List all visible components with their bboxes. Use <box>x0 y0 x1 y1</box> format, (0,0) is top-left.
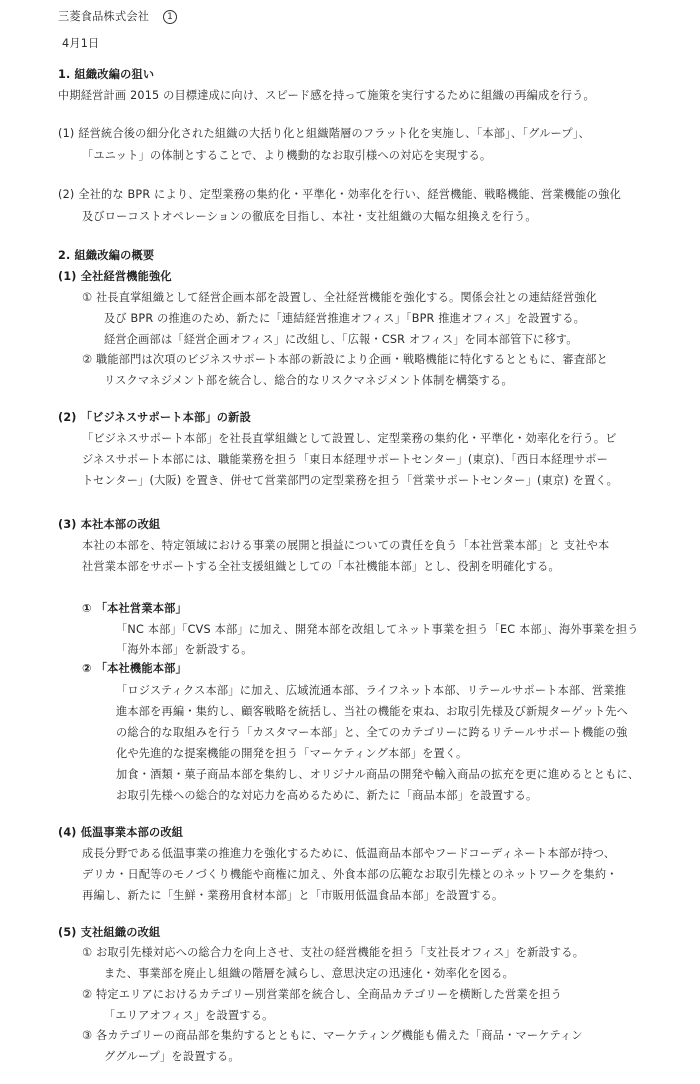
circled-number-mark: 1 <box>163 10 177 24</box>
document-date: 4月1日 <box>62 37 100 50</box>
text-line: 社営業本部をサポートする全社支援組織としての「本社機能本部」とし、役割を明確化する。 <box>82 560 560 573</box>
text-line: 「海外本部」を新設する。 <box>116 643 253 656</box>
section-heading: ② 「本社機能本部」 <box>82 662 187 675</box>
text-line: 再編し、新たに「生鮮・業務用食材本部」と「市販用低温食品本部」を設置する。 <box>82 889 504 902</box>
text-line: 進本部を再編・集約し、顧客戦略を統括し、当社の機能を束ね、お取引先様及び新規ターゲット先へ <box>116 705 628 718</box>
text-line: 「ロジスティクス本部」に加え、広域流通本部、ライフネット本部、リテールサポート本部、営業推 <box>116 684 626 697</box>
section-heading: (2) 「ビジネスサポート本部」の新設 <box>58 411 251 424</box>
text-line: リスクマネジメント部を統合し、総合的なリスクマネジメント体制を構築する。 <box>104 374 513 387</box>
section-heading: (5) 支社組織の改組 <box>58 926 161 939</box>
text-line: 中期経営計画 2015 の目標達成に向け、スピード感を持って施策を実行するために組織の再編成を行う。 <box>58 89 595 102</box>
text-line: ② 職能部門は次項のビジネスサポート本部の新設により企画・戦略機能に特化するとともに、審査部と <box>82 353 608 366</box>
text-line: 及び BPR の推進のため、新たに「連結経営推進オフィス」「BPR 推進オフィス」を設置する。 <box>104 312 586 325</box>
section-heading: 1. 組織改編の狙い <box>58 68 155 81</box>
text-line: 加食・酒類・菓子商品本部を集約し、オリジナル商品の開発や輸入商品の拡充を更に進めるとともに、 <box>116 768 640 781</box>
text-line: お取引先様への総合的な対応力を高めるために、新たに「商品本部」を設置する。 <box>116 789 538 802</box>
text-line: 化や先進的な提案機能の開発を担う「マーケティング本部」を置く。 <box>116 747 468 760</box>
text-line: ① お取引先様対応への総合力を向上させ、支社の経営機能を担う「支社長オフィス」を新設する。 <box>82 946 585 959</box>
text-line: 「ユニット」の体制とすることで、より機動的なお取引様への対応を実現する。 <box>82 149 492 162</box>
text-line: (1) 経営統合後の細分化された組織の大括り化と組織階層のフラット化を実施し、「本部」、「グループ」、 <box>58 127 590 140</box>
text-line: デリカ・日配等のモノづくり機能や商権に加え、外食本部の広範なお取引先様とのネットワークを集約・ <box>82 868 618 881</box>
section-heading: 2. 組織改編の概要 <box>58 249 155 262</box>
text-line: 成長分野である低温事業の推進力を強化するために、低温商品本部やフードコーディネート本部が持つ、 <box>82 847 616 860</box>
company-name: 三菱食品株式会社 <box>58 10 150 23</box>
text-line: 「NC 本部」「CVS 本部」に加え、開発本部を改組してネット事業を担う「EC 本部」、海外事業を担う <box>116 623 639 636</box>
text-line: また、事業部を廃止し組織の階層を減らし、意思決定の迅速化・効率化を図る。 <box>104 967 514 980</box>
text-line: 「ビジネスサポート本部」を社長直掌組織として設置し、定型業務の集約化・平準化・効率化を行う。ビ <box>82 432 617 445</box>
section-heading: (4) 低温事業本部の改組 <box>58 826 184 839</box>
section-heading: ① 「本社営業本部」 <box>82 602 187 615</box>
company-header <box>58 9 177 25</box>
text-line: トセンター」(大阪) を置き、併せて営業部門の定型業務を担う「営業サポートセンター」(東京) を置く。 <box>82 474 618 487</box>
text-line: ② 特定エリアにおけるカテゴリー別営業部を統合し、全商品カテゴリーを横断した営業を担う <box>82 988 562 1001</box>
text-line: 経営企画部は「経営企画オフィス」に改組し、「広報・CSR オフィス」を同本部管下に移す。 <box>104 333 578 346</box>
text-line: (2) 全社的な BPR により、定型業務の集約化・平準化・効率化を行い、経営機能、戦略機能、営業機能の強化 <box>58 188 621 201</box>
text-line: ① 社長直掌組織として経営企画本部を設置し、全社経営機能を強化する。関係会社との連結経営強化 <box>82 291 598 304</box>
text-line: の総合的な取組みを行う「カスタマー本部」と、全てのカテゴリーに跨るリテールサポート機能の強 <box>116 726 628 739</box>
section-heading: (3) 本社本部の改組 <box>58 518 161 531</box>
text-line: 「エリアオフィス」を設置する。 <box>104 1009 274 1022</box>
text-line: 及びローコストオペレーションの徹底を目指し、本社・支社組織の大幅な組換えを行う。 <box>82 210 537 223</box>
text-line: ジネスサポート本部には、職能業務を担う「東日本経理サポートセンター」(東京)、「西日本経理サポー <box>82 453 609 466</box>
text-line: 本社の本部を、特定領域における事業の展開と損益についての責任を負う「本社営業本部」と 支社や本 <box>82 539 610 552</box>
section-heading: (1) 全社経営機能強化 <box>58 270 172 283</box>
text-line: ③ 各カテゴリーの商品部を集約するとともに、マーケティング機能も備えた「商品・マーケティン <box>82 1029 583 1042</box>
text-line: ググループ」を設置する。 <box>104 1050 240 1063</box>
